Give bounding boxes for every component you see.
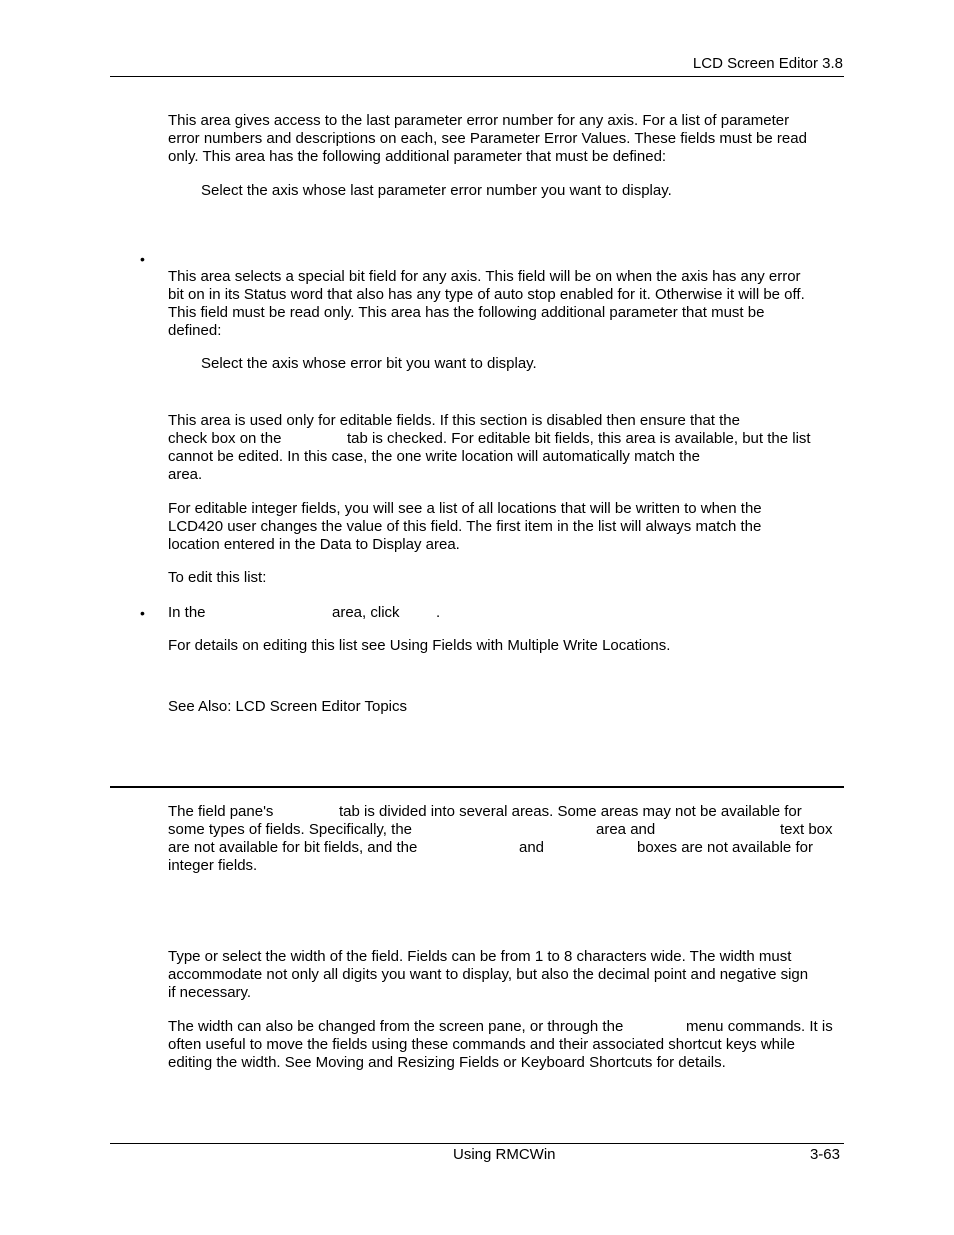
width-change-line-3: editing the width. See Moving and Resizing Fields or Keyboard Shortcuts for details.: [168, 1054, 726, 1071]
field-pane-line-3b: and: [519, 839, 545, 856]
width-change-line-1b: menu commands. It is: [686, 1018, 833, 1035]
page-number: 3-63: [809, 1146, 840, 1163]
text-line: if necessary.: [168, 984, 252, 1001]
width-change-line-2: often useful to move the fields using these commands and their associated shortcut keys while: [168, 1036, 796, 1053]
write-locations-line-2a: check box on the: [168, 430, 282, 447]
field-pane-line-2b: area and: [596, 821, 656, 838]
text-line: This area gives access to the last parameter error number for any axis. For a list of parameter: [168, 112, 790, 129]
axis-parameter-description: Select the axis whose last parameter error number you want to display.: [201, 182, 672, 199]
text-line: bit on in its Status word that also has any type of auto stop enabled for it. Otherwise it will be off.: [168, 286, 805, 303]
see-also-link[interactable]: See Also: LCD Screen Editor Topics: [168, 698, 408, 715]
text-line: Type or select the width of the field. Fields can be from 1 to 8 characters wide. The width must: [168, 948, 792, 965]
error-bit-description: [168, 268, 840, 340]
text-line: defined:: [168, 322, 222, 339]
footer-rule: [110, 1143, 844, 1144]
text-line: location entered in the Data to Display area.: [168, 536, 460, 553]
editable-integer-description: [168, 500, 840, 554]
edit-list-intro: To edit this list:: [168, 569, 267, 586]
field-pane-line-3c: boxes are not available for: [637, 839, 813, 856]
text-line: only. This area has the following additional parameter that must be defined:: [168, 148, 667, 165]
write-locations-line-1: This area is used only for editable fields. If this section is disabled then ensure that the: [168, 412, 740, 429]
parameter-error-description: [168, 112, 840, 166]
bullet-marker: •: [140, 251, 145, 267]
width-change-line-1a: The width can also be changed from the screen pane, or through the: [168, 1018, 624, 1035]
header-rule: [110, 76, 844, 77]
width-description: [168, 948, 840, 1002]
field-pane-line-2c: text box: [780, 821, 833, 838]
text-line: For editable integer fields, you will see a list of all locations that will be written to when the: [168, 500, 762, 517]
bullet-marker: •: [140, 605, 145, 621]
text-line: This field must be read only. This area has the following additional parameter that must be: [168, 304, 765, 321]
axis-error-bit-description: Select the axis whose error bit you want to display.: [201, 355, 537, 372]
text-line: This area selects a special bit field for any axis. This field will be on when the axis has any error: [168, 268, 801, 285]
editing-details: For details on editing this list see Using Fields with Multiple Write Locations.: [168, 637, 671, 654]
text-line: accommodate not only all digits you want to display, but also the decimal point and negative sign: [168, 966, 809, 983]
write-locations-line-3: cannot be edited. In this case, the one write location will automatically match the: [168, 448, 700, 465]
text-line: LCD420 user changes the value of this field. The first item in the list will always match the: [168, 518, 762, 535]
field-pane-line-1b: tab is divided into several areas. Some areas may not be available for: [339, 803, 802, 820]
footer-title: Using RMCWin: [453, 1146, 556, 1163]
field-pane-line-4: integer fields.: [168, 857, 258, 874]
field-pane-line-3a: are not available for bit fields, and the: [168, 839, 418, 856]
text-line: error numbers and descriptions on each, see Parameter Error Values. These fields must be read: [168, 130, 807, 147]
field-pane-line-1a: The field pane's: [168, 803, 274, 820]
field-pane-line-2a: some types of fields. Specifically, the: [168, 821, 412, 838]
write-locations-line-2b: tab is checked. For editable bit fields, this area is available, but the list: [347, 430, 811, 447]
step-end: .: [436, 604, 441, 621]
step-middle: area, click: [332, 604, 400, 621]
step-prefix: In the: [168, 604, 206, 621]
topic-divider: [110, 786, 844, 788]
write-locations-line-4: area.: [168, 466, 203, 483]
running-header: LCD Screen Editor 3.8: [692, 55, 843, 72]
